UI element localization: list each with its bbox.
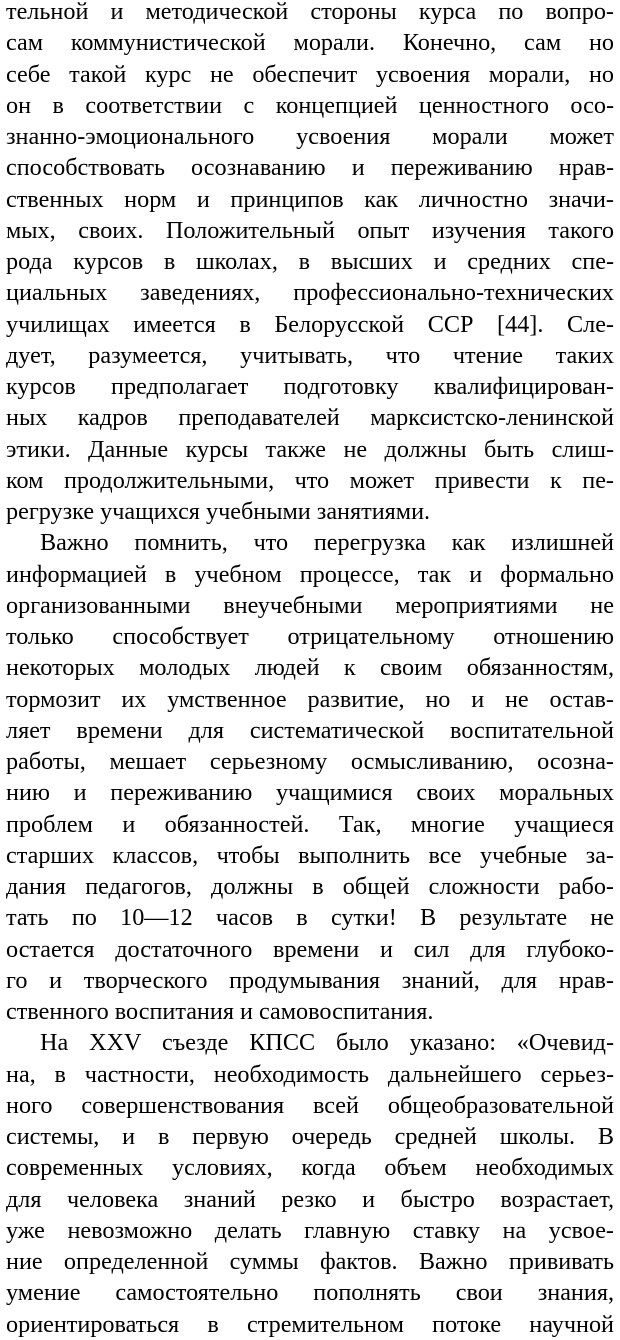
text-line: проблем и обязанностей. Так, многие учащиеся bbox=[6, 810, 614, 838]
text-line: на, в частности, необходимость дальнейшего серьез- bbox=[6, 1060, 614, 1088]
text-line: для человека знаний резко и быстро возрастает, bbox=[6, 1185, 614, 1213]
text-line: ного совершенствования всей общеобразовательной bbox=[6, 1091, 614, 1119]
text-line: На XXV съезде КПСС было указано: «Очевид- bbox=[40, 1029, 614, 1057]
text-line: Важно помнить, что перегрузка как излишней bbox=[40, 529, 614, 557]
text-line: ственного воспитания и самовоспитания. bbox=[6, 998, 434, 1025]
text-line: этики. Данные курсы также не должны быть слиш- bbox=[6, 435, 614, 463]
text-line: работы, мешает серьезному осмысливанию, осозна- bbox=[6, 748, 614, 775]
text-line: некоторых молодых людей к своим обязанностям, bbox=[6, 654, 614, 682]
text-line: ориентироваться в стремительном потоке научной bbox=[6, 1310, 614, 1338]
text-line: дания педагогов, должны в общей сложности рабо- bbox=[6, 873, 614, 900]
text-line: регрузке учащихся учебными занятиями. bbox=[6, 498, 431, 525]
text-line: остается достаточного времени и сил для глубоко- bbox=[6, 935, 614, 963]
text-line: мых, своих. Положительный опыт изучения такого bbox=[6, 216, 614, 244]
text-line: тельной и методической стороны курса по вопро- bbox=[6, 0, 614, 25]
text-line: нию и переживанию учащимися своих моральных bbox=[6, 779, 614, 807]
body-text bbox=[6, 0, 614, 1340]
text-line: курсов предполагает подготовку квалифицирован- bbox=[6, 373, 614, 400]
text-line: го и творческого продумывания знаний, для нрав- bbox=[6, 966, 614, 994]
text-line: знанно-эмоционального усвоения морали может bbox=[6, 123, 614, 150]
text-line: способствовать осознаванию и переживанию нрав- bbox=[6, 154, 614, 182]
text-line: училищах имеется в Белорусской ССР [44]. Сле- bbox=[6, 310, 614, 338]
text-line: ляет времени для систематической воспитательной bbox=[6, 716, 614, 744]
text-line: ственных норм и принципов как личностно значи- bbox=[6, 185, 614, 213]
text-line: дует, разумеется, учитывать, что чтение таких bbox=[6, 341, 614, 369]
text-line: ние определенной суммы фактов. Важно прививать bbox=[6, 1248, 614, 1275]
paragraph bbox=[6, 527, 614, 1027]
text-line: ком продолжительными, что может привести к пе- bbox=[6, 466, 614, 494]
text-line: умение самостоятельно пополнять свои знания, bbox=[6, 1279, 614, 1307]
text-line: старших классов, чтобы выполнить все учебные за- bbox=[6, 841, 614, 869]
text-line: только способствует отрицательному отношению bbox=[6, 623, 614, 650]
text-line: он в соответствии с концепцией ценностного осо- bbox=[6, 91, 614, 119]
text-line: себе такой курс не обеспечит усвоения морали, но bbox=[6, 60, 614, 88]
text-line: циальных заведениях, профессионально-технических bbox=[6, 279, 614, 307]
text-line: тормозит их умственное развитие, но и не остав- bbox=[6, 685, 614, 713]
text-line: ных кадров преподавателей марксистско-ленинской bbox=[6, 404, 614, 432]
text-line: организованными внеучебными мероприятиями не bbox=[6, 591, 614, 619]
text-line: тать по 10—12 часов в сутки! В результате не bbox=[6, 904, 614, 932]
paragraph bbox=[6, 0, 614, 527]
text-line: сам коммунистической морали. Конечно, сам но bbox=[6, 29, 614, 57]
paragraph bbox=[6, 1027, 614, 1340]
text-line: современных условиях, когда объем необходимых bbox=[6, 1154, 614, 1182]
text-line: системы, и в первую очередь средней школы. В bbox=[6, 1123, 614, 1150]
text-line: рода курсов в школах, в высших и средних спе- bbox=[6, 248, 614, 275]
text-line: информацией в учебном процессе, так и формально bbox=[6, 560, 614, 588]
text-line: уже невозможно делать главную ставку на усвое- bbox=[6, 1216, 614, 1244]
